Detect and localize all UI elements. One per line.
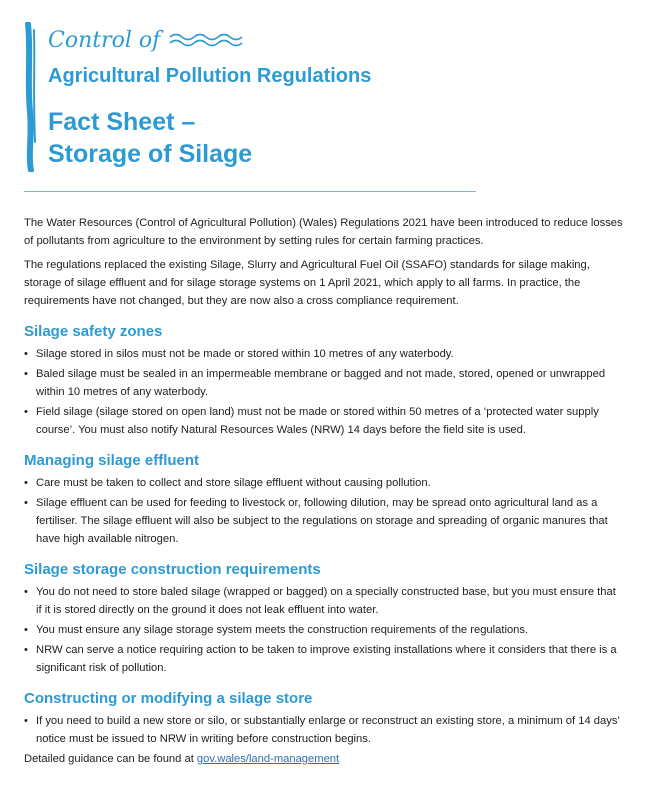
page-title-line2: Storage of Silage [48, 140, 253, 168]
list-item: • Field silage (silage stored on open land) must not be made or stored within 50 metres of a ‘protected water supply course’. You must also notify Natural Resources Wales (NRW) 14 days before the field site is used. [24, 403, 624, 439]
bullet-list-construction [24, 583, 624, 677]
bullet-list-effluent [24, 474, 624, 548]
script-title [48, 26, 608, 56]
section-heading-modifying: Constructing or modifying a silage store [24, 690, 313, 707]
page-header [48, 26, 608, 170]
wave-icon [168, 31, 248, 51]
script-title-text: Control of [48, 28, 161, 53]
list-item: • Baled silage must be sealed in an impermeable membrane or bagged and not made, stored, opened or unwrapped within 10 metres of any waterbody. [24, 365, 624, 401]
intro-paragraph: The Water Resources (Control of Agricultural Pollution) (Wales) Regulations 2021 have been introduced to reduce losses of pollutants from agriculture to the environment by setting rules for certain farming practices. [24, 217, 623, 247]
footer-text: Detailed guidance can be found at [24, 753, 197, 765]
list-item: • You do not need to store baled silage (wrapped or bagged) on a specially constructed base, but you must ensure that if it is stored directly on the ground it does not leak effluent into water. [24, 583, 624, 619]
section-heading-safety-zones: Silage safety zones [24, 323, 163, 340]
page-title-line1: Fact Sheet – [48, 108, 196, 136]
header-divider [24, 191, 476, 192]
footer-note [24, 750, 624, 768]
bullet-list-modifying [24, 712, 624, 748]
subtitle: Agricultural Pollution Regulations [48, 65, 372, 87]
list-item: • You must ensure any silage storage system meets the construction requirements of the regulations. [24, 621, 624, 639]
list-item: • Silage stored in silos must not be made or stored within 10 metres of any waterbody. [24, 345, 624, 363]
brush-accent-bar [24, 22, 38, 172]
intro-paragraph: The regulations replaced the existing Silage, Slurry and Agricultural Fuel Oil (SSAFO) standards for silage making, storage of silage effluent and for silage storage systems on 1 April 2021, which apply to all farms. In practice, the requirements have not changed, but they are now also a cross compliance requirement. [24, 259, 590, 307]
section-heading-construction: Silage storage construction requirements [24, 561, 321, 578]
document-body [24, 214, 624, 774]
section-heading-effluent: Managing silage effluent [24, 452, 200, 469]
list-item: • Care must be taken to collect and store silage effluent without causing pollution. [24, 474, 624, 492]
list-item: • NRW can serve a notice requiring action to be taken to improve existing installations where it considers that there is a significant risk of pollution. [24, 641, 624, 677]
bullet-list-safety-zones [24, 345, 624, 439]
list-item: • If you need to build a new store or silo, or substantially enlarge or reconstruct an existing store, a minimum of 14 days’ notice must be issued to NRW in writing before construction begins. [24, 712, 624, 748]
list-item: • Silage effluent can be used for feeding to livestock or, following dilution, may be spread onto agricultural land as a fertiliser. The silage effluent will also be subject to the regulations on storage and spreading of organic manures that have high available nitrogen. [24, 494, 624, 548]
page-title [48, 106, 608, 170]
guidance-link[interactable]: gov.wales/land-management [196, 753, 340, 765]
